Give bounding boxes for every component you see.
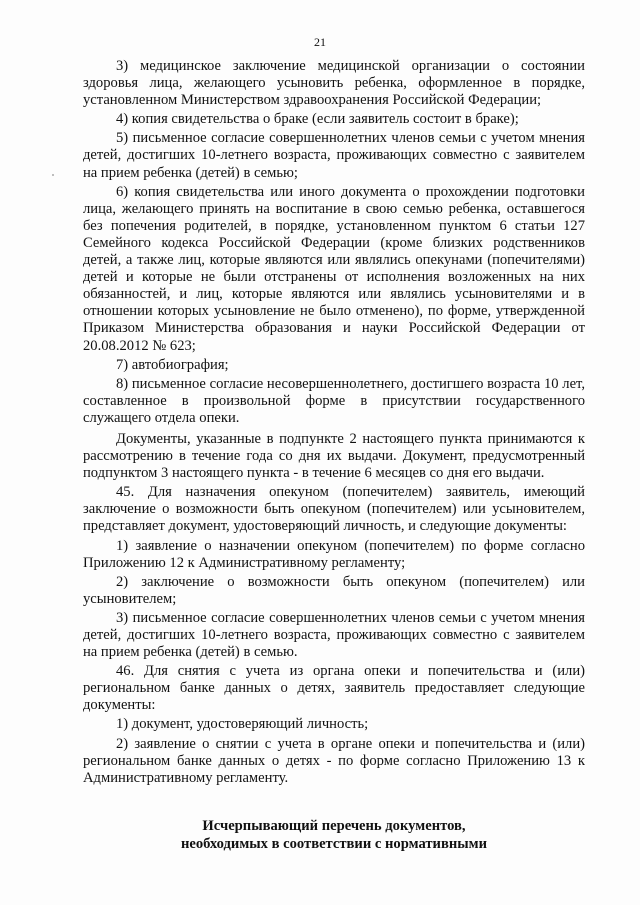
paragraph-item-8: 8) письменное согласие несовершеннолетнего, достигшего возраста 10 лет, составленное в произвольной форме в присутствии государственного служащего отдела опеки.: [83, 375, 585, 426]
page-number: 21: [314, 35, 326, 49]
paragraph-item-7: 7) автобиография;: [116, 356, 229, 373]
section-heading-line-1: Исчерпывающий перечень документов,: [202, 818, 466, 834]
section-heading: [83, 817, 585, 853]
paragraph-validity-note: Документы, указанные в подпункте 2 настоящего пункта принимаются к рассмотрению в течение года со дня их выдачи. Документ, предусмотренный подпунктом 3 настоящего пункта - в течение 6 месяцев со дня его выдачи.: [83, 430, 585, 482]
paragraph-item-4: 4) копия свидетельства о браке (если заявитель состоит в браке);: [116, 111, 519, 128]
paragraph-clause-45: 45. Для назначения опекуном (попечителем) заявитель, имеющий заключение о возможности быть опекуном (попечителем) или усыновителем, представляет документ, удостоверяющий личность, и следующие документы:: [83, 484, 585, 535]
margin-mark: [52, 174, 54, 176]
paragraph-46-item-2: 2) заявление о снятии с учета в органе опеки и попечительства и (или) региональном банке данных о детях - по форме согласно Приложению 13 к Административному регламенту.: [83, 735, 585, 786]
paragraph-item-6: 6) копия свидетельства или иного документа о прохождении подготовки лица, желающего принять на воспитание в свою семью ребенка, оставшегося без попечения родителей, в порядке, установленном пунктом 6 статьи 127 Семейного кодекса Российской Федерации (кроме близких родственников детей, а также лиц, которые являются или являлись опекунами (попечителями) детей и которые не были отстранены от исполнения возложенных на них обязанностей, и лиц, которые являются или являлись усыновителями и в отношении которых усыновление не было отменено), по форме, утвержденной Приказом Министерства образования и науки Российской Федерации от 20.08.2012 № 623;: [83, 183, 585, 354]
paragraph-item-5: 5) письменное согласие совершеннолетних членов семьи с учетом мнения детей, достигших 10-летнего возраста, проживающих совместно с заявителем на прием ребенка (детей) в семью;: [83, 130, 585, 181]
paragraph-clause-46: 46. Для снятия с учета из органа опеки и попечительства и (или) региональном банке данных о детях, заявитель предоставляет следующие документы:: [83, 663, 585, 714]
paragraph-46-item-1: 1) документ, удостоверяющий личность;: [116, 716, 369, 733]
paragraph-45-item-3: 3) письменное согласие совершеннолетних членов семьи с учетом мнения детей, достигших 10-летнего возраста, проживающих совместно с заявителем на прием ребенка (детей) в семью.: [83, 609, 585, 661]
section-heading-line-2: необходимых в соответствии с нормативными: [181, 836, 487, 852]
paragraph-item-3: 3) медицинское заключение медицинской организации о состоянии здоровья лица, желающего усыновить ребенка, оформленное в порядке, установленном Министерством здравоохранения Российской Федерации;: [83, 58, 585, 109]
paragraph-45-item-1: 1) заявление о назначении опекуном (попечителем) по форме согласно Приложению 12 к Административному регламенту;: [83, 537, 585, 571]
paragraph-45-item-2: 2) заключение о возможности быть опекуном (попечителем) или усыновителем;: [83, 573, 585, 607]
document-body: [83, 58, 585, 787]
